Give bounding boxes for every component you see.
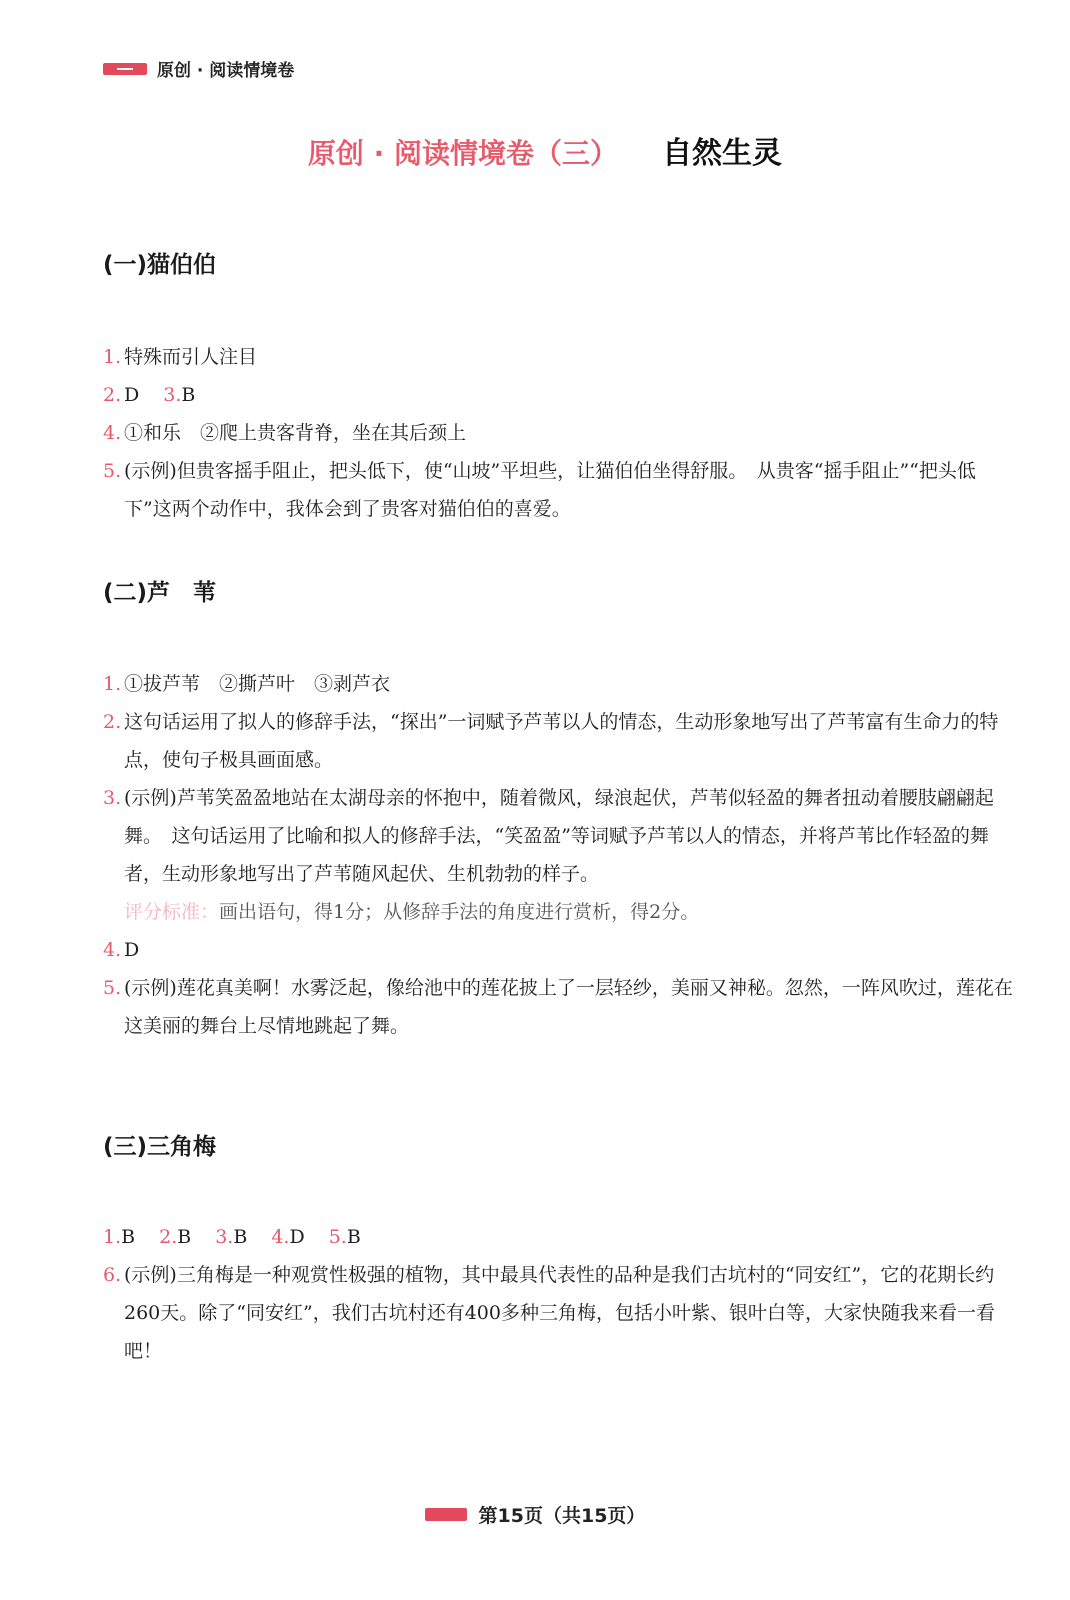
section-answers-1 <box>103 338 1013 528</box>
answer-number: 3. <box>163 384 182 406</box>
answer-number: 2. <box>159 1226 178 1248</box>
answer-text: B <box>233 1226 248 1248</box>
answer-item <box>103 338 1013 376</box>
answer-number: 3. <box>215 1226 234 1248</box>
title-main: 原创 · 阅读情境卷（三） <box>307 137 619 170</box>
answer-number: 1. <box>103 1226 122 1248</box>
answer-text: B <box>346 1226 361 1248</box>
scoring-note-label: 评分标准： <box>124 901 220 923</box>
page-footer <box>0 1501 1070 1528</box>
page-header <box>103 56 294 81</box>
section-answers-3 <box>103 1218 1013 1370</box>
answer-text: B <box>177 1226 192 1248</box>
scoring-note <box>103 893 1013 931</box>
answer-text: D <box>124 384 140 406</box>
answer-item <box>103 931 1013 969</box>
section-heading-2: (二)芦 苇 <box>103 580 217 606</box>
answer-number: 2. <box>103 384 122 406</box>
section-answers-2 <box>103 665 1013 1045</box>
answer-text: (示例)但贵客摇手阻止，把头低下，使“山坡”平坦些，让猫伯伯坐得舒服。 从贵客“摇手阻止”“把头低下”这两个动作中，我体会到了贵客对猫伯伯的喜爱。 <box>124 460 976 520</box>
scoring-note-text: 画出语句，得1分；从修辞手法的角度进行赏析，得2分。 <box>219 901 700 923</box>
answer-number: 2. <box>103 711 122 733</box>
answer-item <box>103 1256 1013 1370</box>
answer-text: (示例)芦苇笑盈盈地站在太湖母亲的怀抱中，随着微风，绿浪起伏，芦苇似轻盈的舞者扭动着腰肢翩翩起舞。 这句话运用了比喻和拟人的修辞手法，“笑盈盈”等词赋予芦苇以人的情态，并将芦苇比作轻盈的舞者，生动形象地写出了芦苇随风起伏、生机勃勃的样子。 <box>124 787 994 885</box>
answer-text: ①和乐 ②爬上贵客背脊，坐在其后颈上 <box>124 422 467 444</box>
page-number: 第15页（共15页） <box>478 1505 646 1527</box>
answer-item <box>103 452 1013 528</box>
brand-logo-icon <box>103 63 147 75</box>
answer-number: 5. <box>103 460 122 482</box>
section-heading-3: (三)三角梅 <box>103 1134 217 1160</box>
answer-text: 特殊而引人注目 <box>124 346 258 368</box>
page-title <box>0 128 1070 172</box>
answer-item <box>103 414 1013 452</box>
answer-item <box>103 969 1013 1045</box>
section-heading-1: (一)猫伯伯 <box>103 252 217 278</box>
answer-number: 1. <box>103 673 122 695</box>
answer-text: (示例)三角梅是一种观赏性极强的植物，其中最具代表性的品种是我们古坑村的“同安红”，它的花期长约260天。除了“同安红”，我们古坑村还有400多种三角梅，包括小叶紫、银叶白等，大家快随我来看一看吧！ <box>124 1264 995 1362</box>
answer-text: ①拔芦苇 ②撕芦叶 ③剥芦衣 <box>124 673 391 695</box>
answer-item <box>103 665 1013 703</box>
answer-number: 4. <box>103 939 122 961</box>
answer-number: 4. <box>103 422 122 444</box>
answer-text: B <box>121 1226 136 1248</box>
answer-number: 3. <box>103 787 122 809</box>
answer-text: (示例)莲花真美啊！水雾泛起，像给池中的莲花披上了一层轻纱，美丽又神秘。忽然，一阵风吹过，莲花在这美丽的舞台上尽情地跳起了舞。 <box>124 977 1013 1037</box>
answer-number: 4. <box>271 1226 290 1248</box>
answer-number: 5. <box>103 977 122 999</box>
answer-row <box>103 1218 1013 1256</box>
answer-text: 这句话运用了拟人的修辞手法，“探出”一词赋予芦苇以人的情态，生动形象地写出了芦苇富有生命力的特点，使句子极具画面感。 <box>124 711 999 771</box>
header-text: 原创 · 阅读情境卷 <box>157 61 295 81</box>
answer-text: D <box>289 1226 305 1248</box>
answer-text: D <box>124 939 140 961</box>
answer-item <box>103 779 1013 893</box>
answer-text: B <box>181 384 196 406</box>
brand-logo-icon <box>425 1508 467 1521</box>
title-sub: 自然生灵 <box>662 136 783 171</box>
answer-item <box>103 703 1013 779</box>
answer-number: 6. <box>103 1264 122 1286</box>
answer-number: 5. <box>328 1226 347 1248</box>
answer-item <box>103 376 1013 414</box>
answer-number: 1. <box>103 346 122 368</box>
